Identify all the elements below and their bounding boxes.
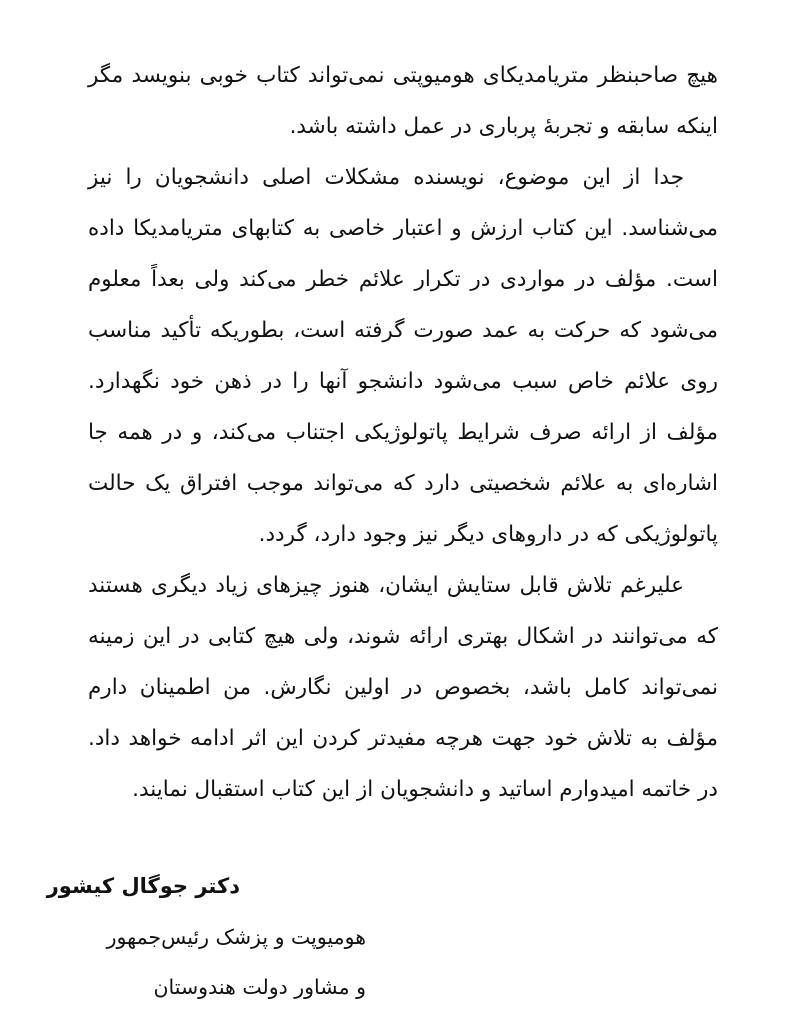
signature-title-line-1: هومیوپت و پزشک رئیس‌جمهور (106, 925, 366, 949)
paragraph-closing: علیرغم تلاش قابل ستایش ایشان، هنوز چیزهای زیاد دیگری هستند که می‌توانند در اشکال بهتری ارائه شوند، ولی هیچ کتابی در این زمینه نمی‌تواند کامل باشد، بخصوص در اولین نگارش. من اطمینان دارم مؤلف به تلاش خود جهت هرچه مفیدتر کردن این اثر ادامه خواهد داد. در خاتمه امیدوارم اساتید و دانشجویان از این کتاب استقبال نمایند. (88, 573, 718, 802)
signature-title-line-2: و مشاور دولت هندوستان (153, 975, 366, 999)
paragraph-intro: هیچ صاحبنظر متریامدیکای هومیوپتی نمی‌تواند کتاب خوبی بنویسد مگر اینکه سابقه و تجربۀ پرباری در عمل داشته باشد. (88, 63, 718, 139)
signature-name: دکتر جوگال کیشور (46, 874, 240, 898)
signature-block (46, 860, 718, 1012)
paragraph-author-strengths: جدا از این موضوع، نویسنده مشکلات اصلی دانشجویان را نیز می‌شناسد. این کتاب ارزش و اعتبار خاصی به کتابهای متریامدیکا داده است. مؤلف در مواردی در تکرار علائم خطر می‌کند ولی بعداً معلوم می‌شود که حرکت به عمد صورت گرفته است، بطوریکه تأکید مناسب روی علائم خاص سبب می‌شود دانشجو آنها را در ذهن خود نگهدارد. مؤلف از ارائه صرف شرایط پاتولوژیکی اجتناب می‌کند، و در همه جا اشاره‌ای به علائم شخصیتی دارد که می‌تواند موجب افتراق یک حالت پاتولوژیکی که در داروهای دیگر نیز وجود دارد، گردد. (88, 165, 718, 547)
document-body (88, 50, 718, 815)
